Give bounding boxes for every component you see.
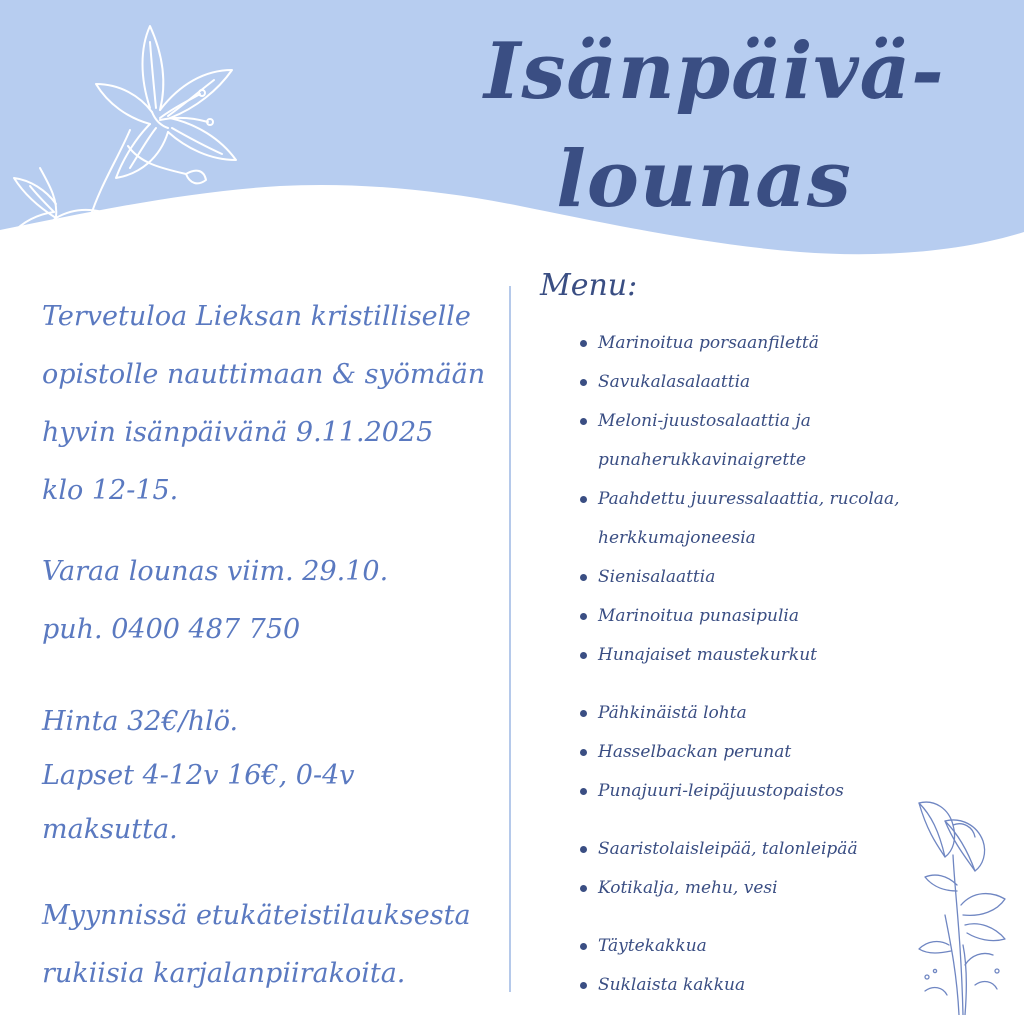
list-item <box>576 480 936 558</box>
list-item: Sienisalaattia <box>576 558 936 597</box>
list-item: Pähkinäistä lohta <box>576 694 936 733</box>
menu-group-breads-drinks <box>576 830 936 908</box>
booking-paragraph <box>42 543 492 659</box>
welcome-line: klo 12-15. <box>42 475 179 506</box>
list-item <box>576 402 936 480</box>
welcome-line: hyvin isänpäivänä 9.11.2025 <box>42 417 434 448</box>
welcome-line: opistolle nauttimaan & syömään <box>42 359 486 390</box>
intro-text <box>42 288 492 1003</box>
list-item-line: punaherukkavinaigrette <box>598 450 807 470</box>
page-title <box>484 18 945 234</box>
booking-line: Varaa lounas viim. 29.10. <box>42 556 389 587</box>
price-line: Hinta 32€/hlö. <box>42 706 239 737</box>
menu-list <box>576 324 936 1005</box>
list-item: Hasselbackan perunat <box>576 733 936 772</box>
list-item: Savukalasalaattia <box>576 363 936 402</box>
menu-group-starters <box>576 324 936 675</box>
menu-heading: Menu: <box>540 268 638 303</box>
lily-flower-icon <box>0 18 260 258</box>
title-line-1: Isänpäivä- <box>484 26 945 117</box>
list-item-line: Meloni-juustosalaattia ja <box>598 411 811 431</box>
welcome-paragraph <box>42 288 492 520</box>
list-item-line: Paahdettu juuressalaattia, rucolaa, <box>598 489 900 509</box>
price-line: Lapset 4-12v 16€, 0-4v maksutta. <box>42 760 355 845</box>
list-item: Suklaista kakkua <box>576 966 936 1005</box>
booking-phone: puh. 0400 487 750 <box>42 614 301 645</box>
menu-group-mains <box>576 694 936 811</box>
list-item: Saaristolaisleipää, talonleipää <box>576 830 936 869</box>
sale-line: rukiisia karjalanpiirakoita. <box>42 958 406 989</box>
calla-lily-flower-icon <box>905 795 1015 1015</box>
list-item: Täytekakkua <box>576 927 936 966</box>
welcome-line: Tervetuloa Lieksan kristilliselle <box>42 301 471 332</box>
list-item: Marinoitua punasipulia <box>576 597 936 636</box>
list-item: Marinoitua porsaanfilettä <box>576 324 936 363</box>
column-divider <box>509 286 511 992</box>
list-item: Hunajaiset maustekurkut <box>576 636 936 675</box>
sale-line: Myynnissä etukäteistilauksesta <box>42 900 471 931</box>
price-paragraph <box>42 695 492 857</box>
sale-paragraph <box>42 887 492 1003</box>
menu-group-desserts <box>576 927 936 1005</box>
list-item: Punajuuri-leipäjuustopaistos <box>576 772 936 811</box>
title-line-2: lounas <box>556 134 852 225</box>
list-item: Kotikalja, mehu, vesi <box>576 869 936 908</box>
list-item-line: herkkumajoneesia <box>598 528 756 548</box>
